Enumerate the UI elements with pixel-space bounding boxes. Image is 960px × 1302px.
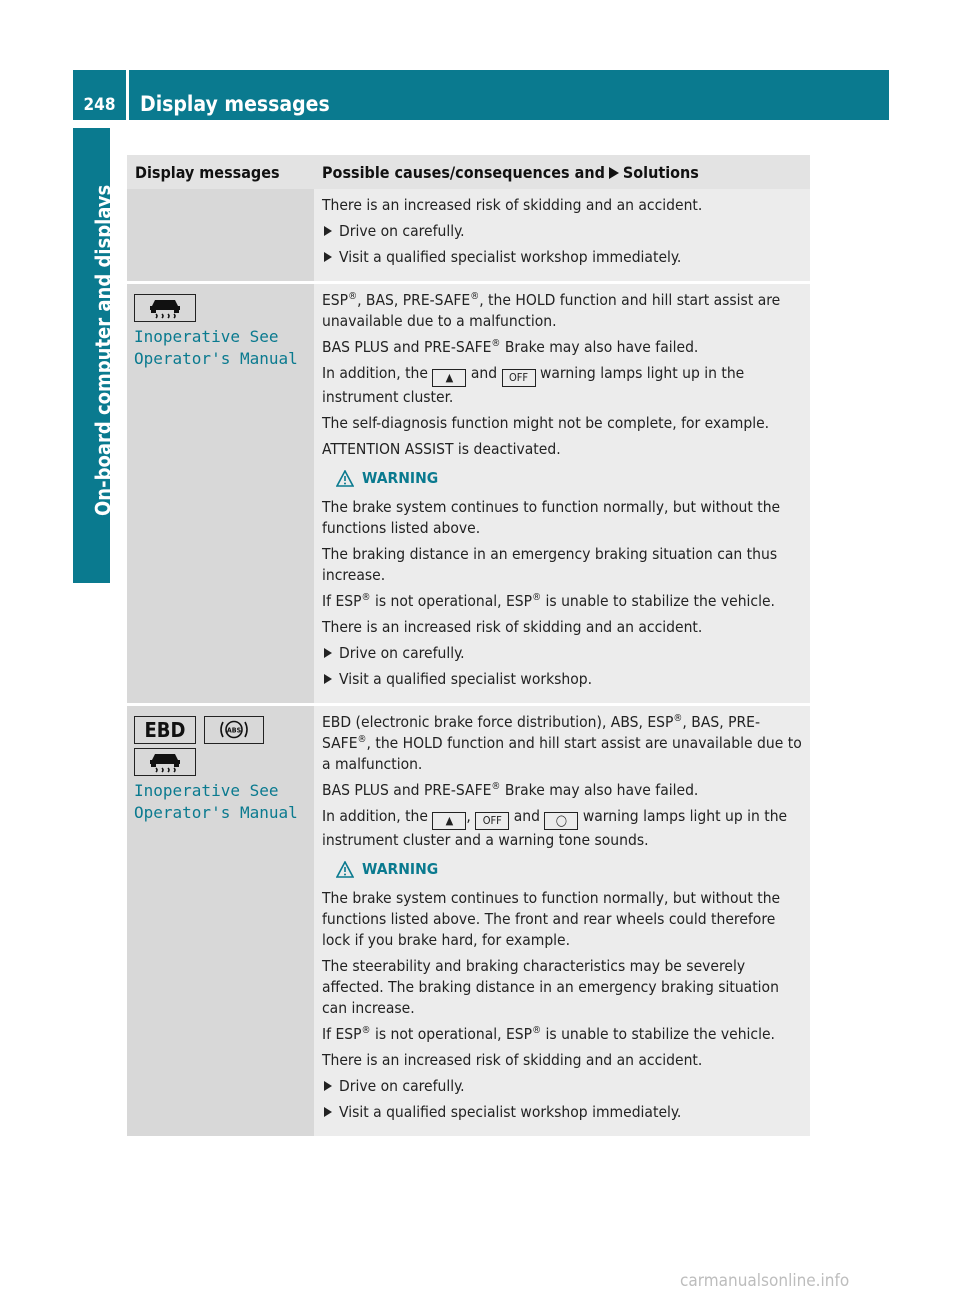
solution-step: Visit a qualified specialist workshop. <box>322 669 804 690</box>
skidding-car-icon <box>134 294 196 322</box>
ebd-icon: EBD <box>134 716 196 744</box>
warning-triangle-icon <box>336 861 354 878</box>
causes-cell: EBD (electronic brake force distribution), ABS, ESP®, BAS, PRE-SAFE®, the HOLD function and hill start assist are unavailable due to a malfunction. BAS PLUS and PRE-SAFE® Brake may also have failed. In addition, the ▲ , OFF and ◯ warning lamps light up in the instrument cluster and a warning tone sounds. WARNING The brake system continues to function normally, but without the functions listed above. The front and rear wheels could therefore lock if you brake hard, for example. The steerability and braking characteristics may be severely affected. The braking distance in an emergency braking situation can increase. If ESP® is not operational, ESP® is unable to stabilize the vehicle. There is an increased risk of skidding and an accident. Drive on carefully. Visit a qualified specialist workshop immediately. <box>314 705 810 1137</box>
warning-triangle-icon <box>336 470 354 487</box>
table-header-row <box>127 155 810 189</box>
step-arrow-icon <box>324 1107 332 1117</box>
display-message-text: Operator's Manual <box>134 349 298 368</box>
display-cell <box>127 705 314 1137</box>
display-cell <box>127 283 314 705</box>
table-row <box>127 705 810 1137</box>
causes-cell: ESP®, BAS, PRE-SAFE®, the HOLD function and hill start assist are unavailable due to a malfunction. BAS PLUS and PRE-SAFE® Brake may also have failed. In addition, the ▲ and OFF warning lamps light up in the instrument cluster. The self-diagnosis function might not be complete, for example. ATTENTION ASSIST is deactivated. WARNING The brake system continues to function normally, but without the functions listed above. The braking distance in an emergency braking situation can thus increase. If ESP® is not operational, ESP® is unable to stabilize the vehicle. There is an increased risk of skidding and an accident. Drive on carefully. Visit a qualified specialist workshop. <box>314 283 810 705</box>
page-number: 248 <box>83 95 116 115</box>
solution-step: Drive on carefully. <box>322 1076 804 1097</box>
step-arrow-icon <box>324 252 332 262</box>
esp-off-lamp-icon: OFF <box>502 369 536 387</box>
solution-step: Drive on carefully. <box>322 643 804 664</box>
abs-lamp-icon: ◯ <box>544 812 578 830</box>
display-messages-table <box>127 155 810 1136</box>
esp-off-lamp-icon: OFF <box>475 812 509 830</box>
col-header-display-messages: Display messages <box>127 155 314 189</box>
watermark: carmanualsonline.info <box>680 1271 850 1291</box>
solution-step: Visit a qualified specialist workshop immediately. <box>322 1102 804 1123</box>
header-separator <box>126 70 129 120</box>
step-arrow-icon <box>324 648 332 658</box>
display-message-text: Operator's Manual <box>134 803 298 822</box>
abs-icon <box>204 716 264 744</box>
solutions-arrow-icon <box>609 167 619 179</box>
attention-assist-lamp-icon: ▲ <box>432 812 466 830</box>
causes-cell: There is an increased risk of skidding and an accident. Drive on carefully. Visit a qualified specialist workshop immediately. <box>314 189 810 283</box>
step-arrow-icon <box>324 1081 332 1091</box>
table-row <box>127 189 810 283</box>
svg-text:ABS: ABS <box>227 726 242 735</box>
table-row <box>127 283 810 705</box>
step-arrow-icon <box>324 674 332 684</box>
col-header-causes: Possible causes/consequences and Solutions <box>314 155 810 189</box>
side-tab-label: On-board computer and displays <box>91 184 115 516</box>
warning-heading: WARNING <box>336 859 804 880</box>
display-message-text: Inoperative See <box>134 781 279 800</box>
warning-heading: WARNING <box>336 468 804 489</box>
step-arrow-icon <box>324 226 332 236</box>
display-cell <box>127 189 314 283</box>
page-header <box>73 70 889 120</box>
solution-step: Visit a qualified specialist workshop immediately. <box>322 247 804 268</box>
attention-assist-lamp-icon: ▲ <box>432 369 466 387</box>
display-message-text: Inoperative See <box>134 327 279 346</box>
header-title: Display messages <box>140 92 330 116</box>
skidding-car-icon <box>134 748 196 776</box>
solution-step: Drive on carefully. <box>322 221 804 242</box>
